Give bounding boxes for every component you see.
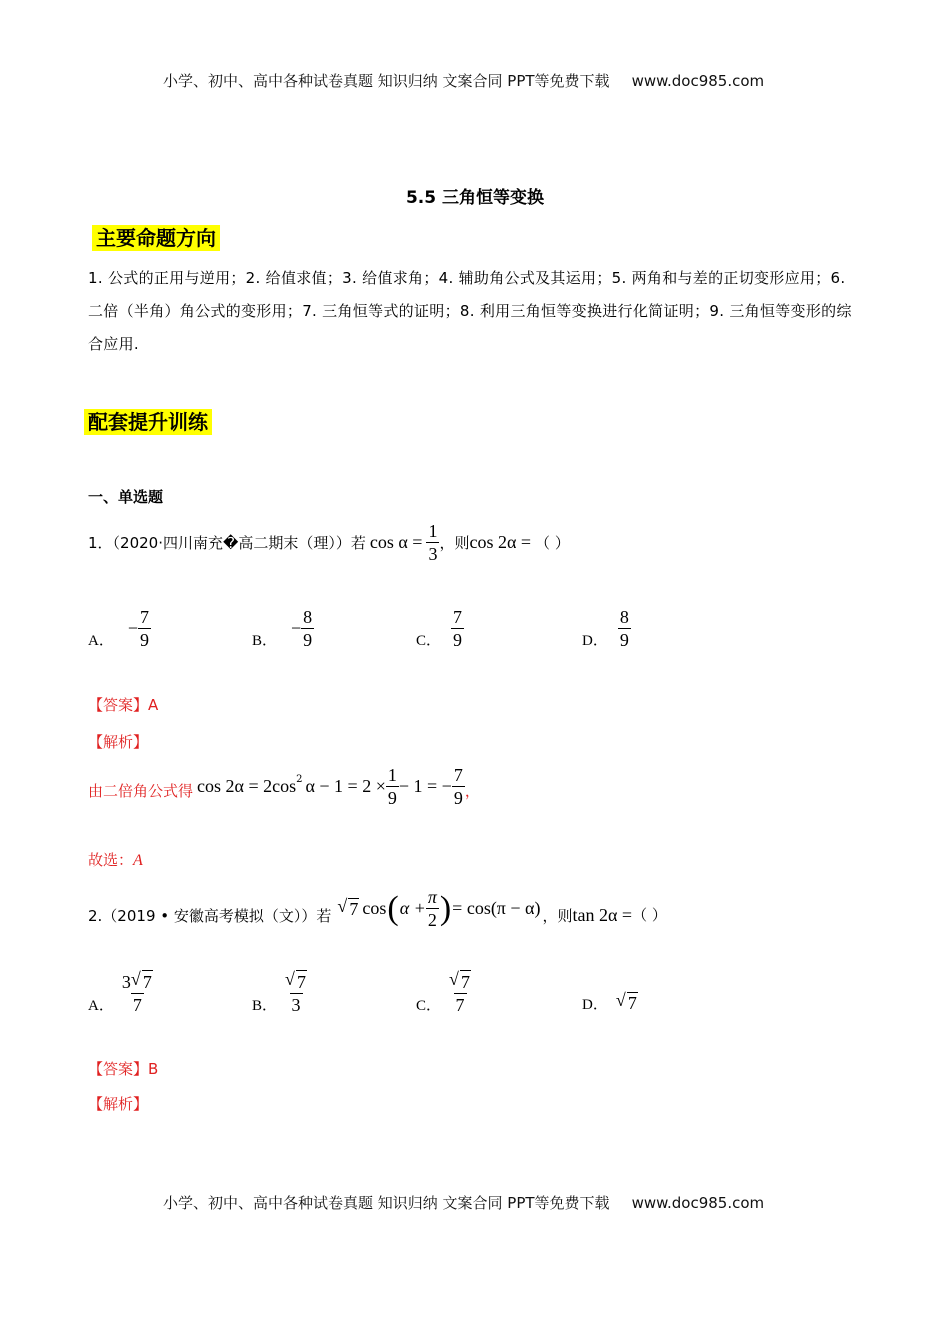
page-header — [163, 70, 764, 91]
q1-option-a[interactable] — [88, 606, 151, 651]
question-1 — [88, 520, 570, 565]
inner-expression: α + — [399, 898, 426, 918]
formula-fraction — [386, 764, 399, 809]
question-2 — [88, 886, 667, 931]
formula-part: α − 1 = 2 × — [305, 776, 386, 796]
sqrt-seven: √ 7 — [337, 895, 359, 919]
fraction-numerator: 7 — [140, 607, 149, 627]
q1-analysis — [88, 764, 480, 808]
part-heading-single-choice: 一、单选题 — [88, 488, 164, 506]
option-label: B． — [252, 997, 278, 1014]
formula-part: cos 2α = 2cos — [197, 776, 297, 796]
pi-over-two — [426, 886, 439, 931]
option-fraction — [451, 606, 464, 651]
q1-option-b[interactable] — [252, 606, 314, 651]
fraction-numerator: √ 7 — [449, 969, 471, 992]
option-label: A． — [88, 633, 114, 649]
footer-text: 小学、初中、高中各种试卷真题 知识归纳 文案合同 PPT等免费下载 — [163, 1194, 610, 1212]
fraction-numerator: 8 — [619, 607, 629, 627]
sqrt-arg: 7 — [627, 993, 637, 1013]
option-label: A． — [88, 997, 114, 1014]
option-label: C． — [416, 997, 442, 1014]
formula-superscript: 2 — [296, 774, 303, 785]
q1-choice — [88, 849, 143, 870]
sqrt-arg: 7 — [349, 898, 359, 919]
q2-paren: （ ） — [632, 906, 667, 924]
fraction-denominator: 9 — [140, 630, 149, 650]
q1-mid: ，则 — [439, 534, 470, 552]
option-label: D． — [582, 996, 608, 1013]
q2-option-c[interactable] — [416, 970, 473, 1016]
q2-ask: tan 2α = — [572, 905, 633, 925]
fraction-numerator: 1 — [387, 765, 397, 785]
q2-prefix: 2.（2019 • 安徽高考模拟（文））若 — [88, 907, 332, 925]
topics-paragraph: 1. 公式的正用与逆用；2. 给值求值；3. 给值求角；4. 辅助角公式及其运用；5. 两角和与差的正切变形应用；6. 二倍（半角）角公式的变形用；7. 三角恒等式的证明；8. 利用三角恒等变换进行化简证明；9. 三角恒等变形的综合应用. — [88, 269, 852, 353]
sqrt-arg: 7 — [142, 972, 152, 992]
option-label: C． — [416, 633, 442, 649]
q2-condition: √ 7 cos ( α + $\frac{\pi}{2}$ ) = cos(π − α) — [337, 887, 541, 930]
option-fraction — [447, 970, 473, 1016]
q1-prefix: 1．（2020·四川南充�高二期末（理））若 — [88, 534, 366, 552]
q2-option-b[interactable] — [252, 970, 309, 1016]
analysis-prefix: 由二倍角公式得 — [88, 782, 194, 800]
fraction-numerator: 8 — [303, 607, 313, 627]
option-label: D． — [582, 633, 608, 649]
option-sign: − — [127, 618, 138, 638]
fraction-denominator: 3 — [291, 995, 301, 1015]
option-fraction — [283, 970, 309, 1016]
option-fraction — [618, 606, 631, 651]
section-heading-text: 主要命题方向 — [92, 225, 220, 251]
fraction-denominator: 9 — [387, 788, 397, 808]
q1-option-d[interactable] — [582, 606, 631, 651]
condition-rhs: = cos(π − α) — [452, 898, 541, 918]
q1-option-c[interactable] — [416, 606, 464, 651]
formula-end: ， — [464, 782, 480, 800]
fraction-denominator: 9 — [453, 630, 463, 650]
fraction-denominator: 7 — [455, 995, 465, 1015]
q2-answer: 【答案】B — [88, 1060, 159, 1078]
q2-analysis-label: 【解析】 — [88, 1095, 149, 1113]
option-sign: − — [291, 618, 302, 638]
q1-paren: （ ） — [535, 534, 570, 552]
fraction-denominator: 9 — [453, 788, 463, 808]
header-text: 小学、初中、高中各种试卷真题 知识归纳 文案合同 PPT等免费下载 — [163, 72, 610, 90]
fraction-denominator: 7 — [132, 995, 142, 1015]
fraction-numerator: 3 √ 7 — [121, 969, 152, 992]
fraction-denominator: 9 — [619, 630, 629, 650]
formula-part: − 1 = − — [398, 776, 452, 796]
q2-mid: ，则 — [542, 907, 573, 925]
q1-ask: cos 2α = — [469, 532, 532, 552]
q1-answer: 【答案】A — [88, 696, 159, 714]
q1-analysis-label: 【解析】 — [88, 733, 149, 751]
section-heading-practice — [84, 406, 212, 435]
option-fraction — [138, 606, 151, 651]
fraction-numerator: √ 7 — [285, 969, 307, 992]
choice-letter: A — [133, 852, 143, 869]
q1-condition-fraction — [426, 520, 439, 565]
q1-condition-lhs: cos α = — [369, 532, 423, 552]
document-title: 5.5 三角恒等变换 — [405, 188, 545, 208]
q2-option-a[interactable] — [88, 970, 155, 1016]
q1-options — [88, 606, 788, 656]
fraction-denominator: 2 — [427, 910, 437, 930]
page-footer — [163, 1192, 764, 1213]
header-url[interactable]: www.doc985.com — [631, 72, 765, 90]
choice-prefix: 故选： — [88, 851, 134, 869]
sqrt-arg: 7 — [297, 972, 307, 992]
option-label: B． — [252, 633, 278, 649]
section-heading-main-topics — [92, 222, 220, 251]
q1-formula — [193, 764, 465, 809]
fraction-numerator: π — [427, 887, 437, 907]
option-fraction — [120, 970, 155, 1016]
fraction-numerator: 7 — [453, 607, 463, 627]
fraction-numerator: 7 — [453, 765, 463, 785]
formula-fraction — [452, 764, 465, 809]
option-value: √ 7 — [615, 990, 637, 1013]
numerator-coefficient: 3 — [121, 972, 131, 992]
option-fraction — [301, 606, 314, 651]
footer-url[interactable]: www.doc985.com — [631, 1194, 765, 1212]
fraction-denominator: 3 — [428, 544, 438, 564]
fraction-denominator: 9 — [303, 630, 313, 650]
q2-options — [88, 970, 788, 1030]
cos-label: cos — [362, 898, 387, 918]
fraction-numerator: 1 — [428, 521, 438, 541]
q2-option-d[interactable] — [582, 970, 638, 1014]
section-heading-text: 配套提升训练 — [84, 409, 212, 435]
sqrt-arg: 7 — [461, 972, 471, 992]
